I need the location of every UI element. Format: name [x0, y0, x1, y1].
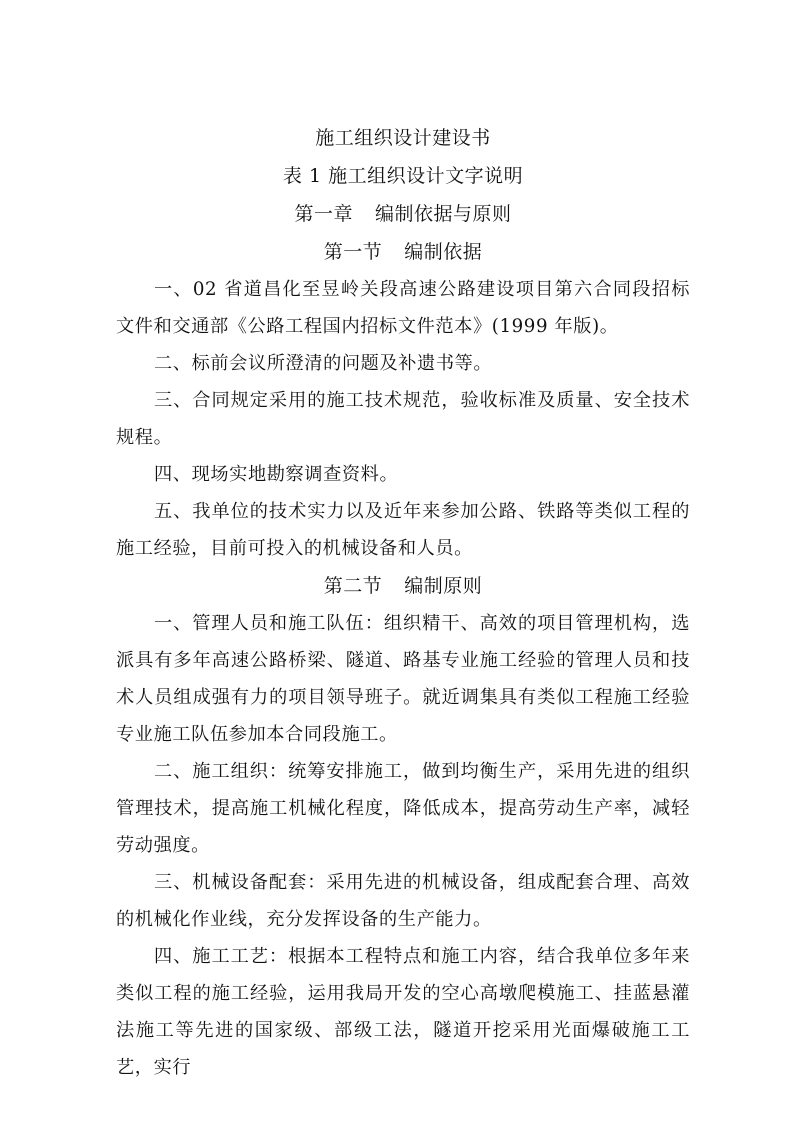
principle-item-3: 三、机械设备配套：采用先进的机械设备，组成配套合理、高效的机械化作业线，充分发挥设备的生产能力。: [116, 872, 690, 930]
principle-item-1: 一、管理人员和施工队伍：组织精干、高效的项目管理机构，选派具有多年高速公路桥梁、隧道、路基专业施工经验的管理人员和技术人员组成强有力的项目领导班子。就近调集具有类似工程施工经验专业施工队伍参加本合同段施工。: [116, 613, 690, 745]
basis-item-5: 五、我单位的技术实力以及近年来参加公路、铁路等类似工程的施工经验，目前可投入的机械设备和人员。: [116, 501, 690, 559]
basis-item-3: 三、合同规定采用的施工技术规范，验收标准及质量、安全技术规程。: [116, 390, 690, 448]
basis-item-4: 四、现场实地勘察调查资料。: [154, 464, 399, 485]
section-heading-basis: [116, 233, 690, 271]
section-name: 编制原则: [404, 575, 483, 597]
principle-item-2: 二、施工组织：统筹安排施工，做到均衡生产，采用先进的组织管理技术，提高施工机械化程度，降低成本，提高劳动生产率，减轻劳动强度。: [116, 761, 690, 856]
section-number: 第二节: [323, 575, 383, 597]
chapter-number: 第一章: [294, 203, 353, 225]
section-number: 第一节: [323, 241, 383, 263]
basis-item-1: 一、02 省道昌化至昱岭关段高速公路建设项目第六合同段招标文件和交通部《公路工程国内招标文件范本》(1999 年版)。: [116, 279, 690, 337]
table-caption: 表 1 施工组织设计文字说明: [282, 165, 524, 187]
section-name: 编制依据: [404, 241, 483, 263]
section-heading-principles: [116, 567, 690, 605]
principle-item-4: 四、施工工艺：根据本工程特点和施工内容，结合我单位多年来类似工程的施工经验，运用我局开发的空心高墩爬模施工、挂蓝悬灌法施工等先进的国家级、部级工法，隧道开挖采用光面爆破施工工艺，实行: [116, 946, 690, 1078]
basis-item-2: 二、标前会议所澄清的问题及补遗书等。: [154, 353, 493, 374]
document-title: 施工组织设计建设书: [315, 127, 491, 149]
document-body: [116, 119, 690, 1086]
chapter-name: 编制依据与原则: [375, 203, 512, 225]
chapter-heading: [116, 195, 690, 233]
